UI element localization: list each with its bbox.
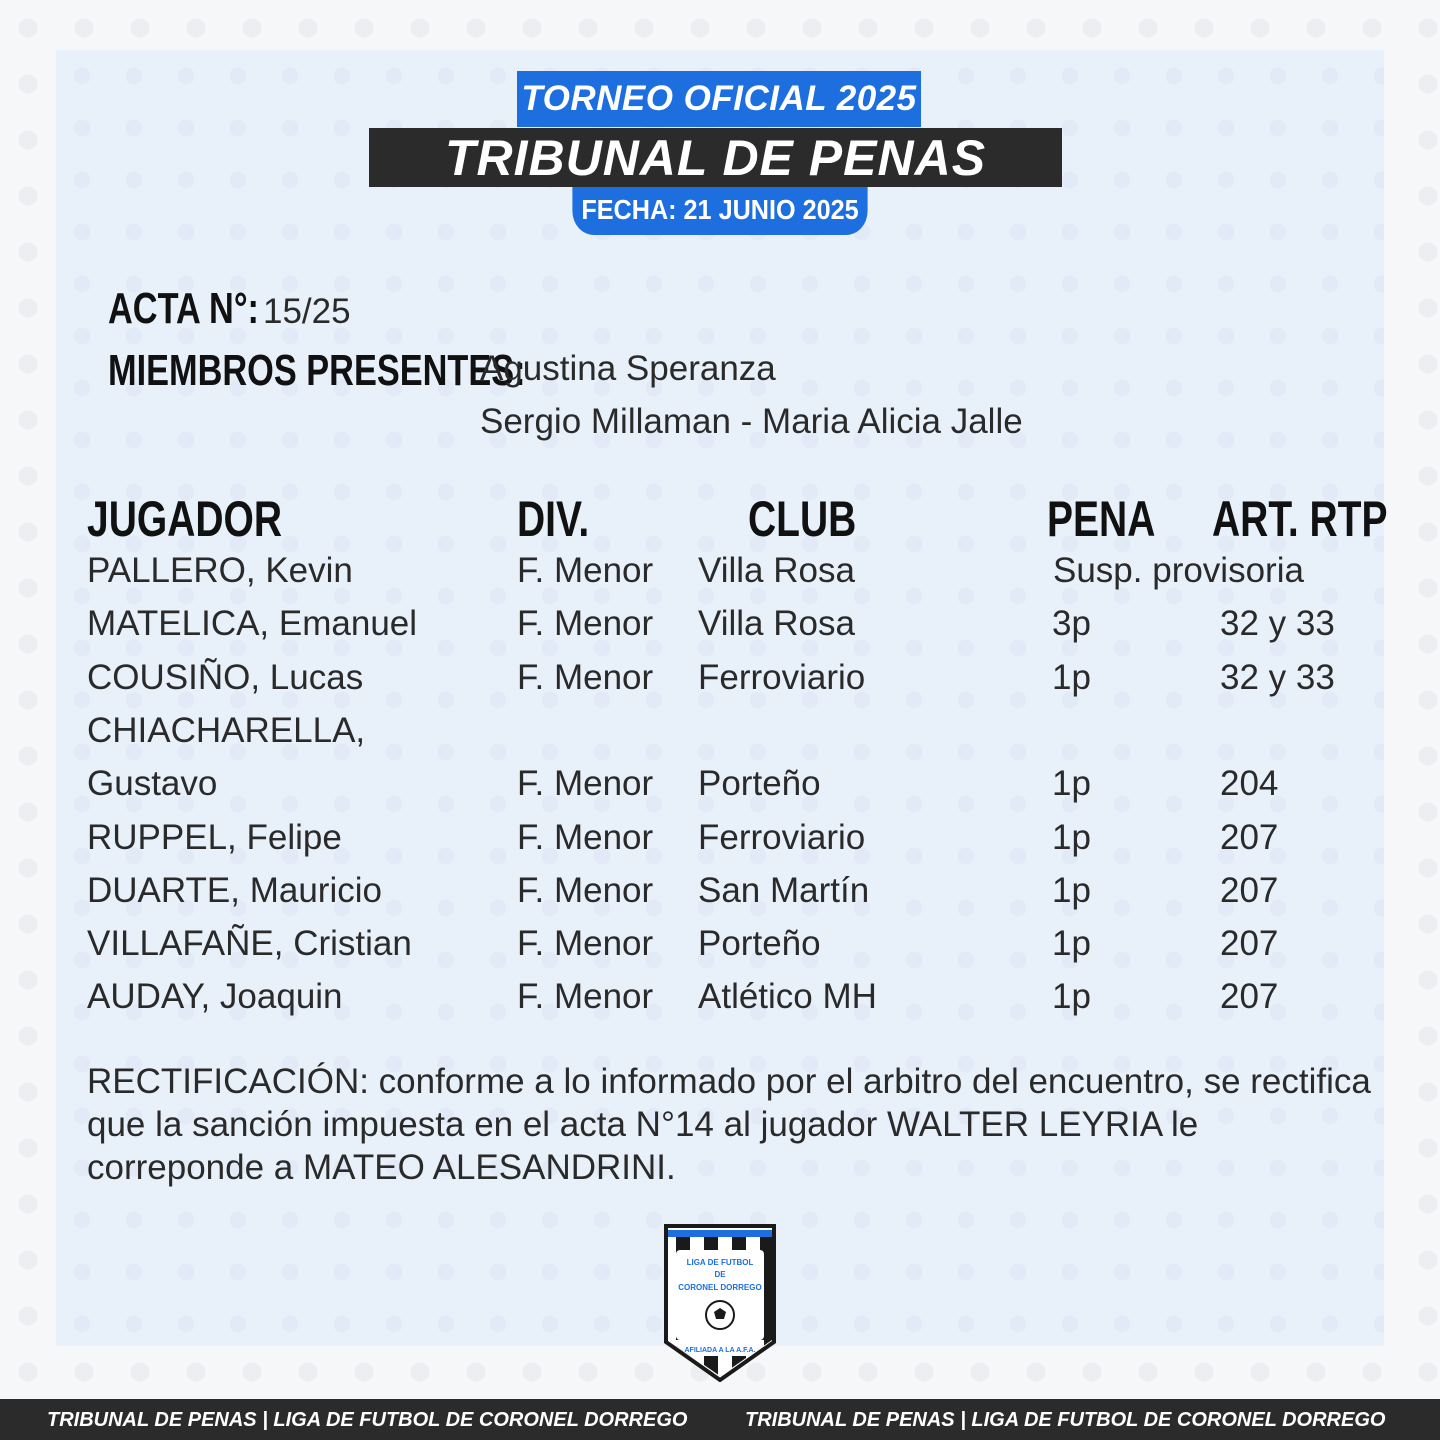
members-label: MIEMBROS PRESENTES: [108,346,526,395]
cell-art: 207 [1220,817,1279,857]
cell-div: F. Menor [517,604,654,644]
cell-div: F. Menor [517,870,654,910]
cell-div: F. Menor [517,924,654,964]
table-row [0,757,1440,810]
cell-club: Ferroviario [698,817,866,857]
cell-div: F. Menor [517,551,654,590]
header-club: CLUB [748,491,857,547]
crest-text-2: DE [714,1270,726,1279]
cell-pena: 3p [1052,604,1091,644]
cell-club: Villa Rosa [698,551,855,590]
cell-art: 207 [1220,924,1279,964]
table-row [0,597,1440,650]
footer-bar [0,1399,1440,1440]
acta-label: ACTA N°: [108,284,259,333]
header-pena: PENA [1047,491,1156,547]
cell-pena: 1p [1052,977,1091,1017]
table-row [0,917,1440,970]
cell-pena: 1p [1052,870,1091,910]
header-div: DIV. [517,491,590,547]
crest-text-3: CORONEL DORREGO [678,1283,762,1292]
cell-club: Porteño [698,764,821,804]
members-line-2: Sergio Millaman - Maria Alicia Jalle [480,402,1023,441]
cell-jugador: CHIACHARELLA, [87,710,366,750]
table-row [0,544,1440,597]
cell-jugador: MATELICA, Emanuel [87,604,418,644]
rectification-note: RECTIFICACIÓN: conforme a lo informado por el arbitro del encuentro, se rectifica que la sanción impuesta en el acta N°14 al jugador WALTER LEYRIA le correponde a MATEO ALESANDRINI. [87,1062,1371,1187]
header-jugador: JUGADOR [87,491,283,547]
cell-pena: 1p [1052,817,1091,857]
cell-club: Villa Rosa [698,604,855,644]
cell-jugador: Gustavo [87,764,218,804]
cell-club: Porteño [698,924,821,964]
members-line-1: Agustina Speranza [480,349,776,388]
cell-art: 207 [1220,977,1279,1017]
cell-jugador: COUSIÑO, Lucas [87,657,364,697]
cell-jugador: DUARTE, Mauricio [87,870,382,910]
crest-text-4: AFILIADA A LA A.F.A. [684,1347,756,1354]
header-art-rtp: ART. RTP [1212,491,1388,547]
table-row [0,651,1440,704]
cell-jugador: PALLERO, Kevin [87,551,353,590]
table-row [0,970,1440,1023]
cell-jugador: VILLAFAÑE, Cristian [87,924,412,964]
cell-div: F. Menor [517,817,654,857]
cell-jugador: AUDAY, Joaquin [87,977,343,1017]
date-badge: FECHA: 21 JUNIO 2025 [572,180,867,235]
cell-pena: 1p [1052,924,1091,964]
tournament-banner: TORNEO OFICIAL 2025 [517,71,921,127]
cell-art: 32 y 33 [1220,657,1335,697]
cell-pena: Susp. provisoria [1053,551,1304,590]
cell-jugador: RUPPEL, Felipe [87,817,342,857]
league-crest-logo [662,1222,778,1382]
cell-art: 32 y 33 [1220,604,1335,644]
acta-number: 15/25 [263,292,351,331]
table-row [0,704,1440,757]
page-title: TRIBUNAL DE PENAS [369,128,1062,187]
footer-text-left: TRIBUNAL DE PENAS | LIGA DE FUTBOL DE CORONEL DORREGO [47,1409,688,1431]
cell-club: Ferroviario [698,657,866,697]
cell-div: F. Menor [517,977,654,1017]
cell-pena: 1p [1052,764,1091,804]
cell-pena: 1p [1052,657,1091,697]
table-row [0,811,1440,864]
cell-club: San Martín [698,870,870,910]
cell-div: F. Menor [517,764,654,804]
footer-text-right: TRIBUNAL DE PENAS | LIGA DE FUTBOL DE CORONEL DORREGO [745,1409,1386,1431]
cell-art: 207 [1220,870,1279,910]
cell-div: F. Menor [517,657,654,697]
cell-art: 204 [1220,764,1279,804]
cell-club: Atlético MH [698,977,877,1017]
table-row [0,864,1440,917]
crest-text-1: LIGA DE FUTBOL [686,1258,754,1267]
